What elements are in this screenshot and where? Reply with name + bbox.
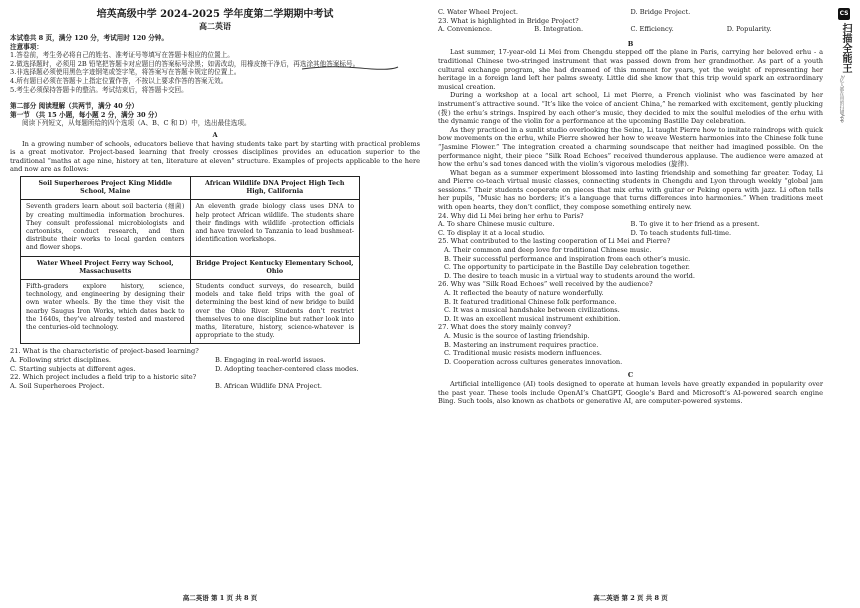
passage-b-paragraph: As they practiced in a sunlit studio overlooking the Seine, Li taught Pierre how to imitate raindrops with quick bow movements on the erhu, while Pierre showed her how to weave Western harmonies into the Chinese folk tune “Jasmine Flower.” The integration created a charming soundscape that neither had imagined possible. On the performance night, their piece “Silk Road Echoes” received thunderous applause. The audience were amazed at how the erhu’s sad tones danced with the violin’s vigorous melodies (旋律).: [438, 125, 823, 169]
option: D. To teach students full-time.: [630, 228, 732, 237]
option: C. It was a musical handshake between civilizations.: [444, 306, 620, 315]
option: B. Mastering an instrument requires practice.: [444, 340, 599, 349]
passage-b-paragraph: Last summer, 17-year-old Li Mei from Chengdu stepped off the plane in Paris, carrying her beloved erhu - a traditional Chinese two-stringed instrument that was passed down from her grandmother. As part of a youth cultural exchange program, she had dreamed of this moment for years, yet the weight of representing her heritage in a foreign land left her palms sweaty. Little did she know that this trip would spark an extraordinary musical creation.: [438, 48, 823, 91]
page-footer: 高二英语 第 1 页 共 8 页: [182, 594, 258, 602]
projects-table: [20, 176, 360, 344]
question-24: 24. Why did Li Mei bring her erhu to Paris?: [438, 211, 584, 220]
page-2: [438, 0, 858, 608]
page-footer: 高二英语 第 2 页 共 8 页: [593, 594, 668, 602]
table-cell-title: Water Wheel Project Ferry way School, Massachusetts: [21, 256, 191, 279]
option: D. Popularity.: [726, 25, 772, 34]
option: D. Adopting teacher-centered class modes.: [215, 364, 359, 373]
option: A. To share Chinese music culture.: [438, 220, 555, 229]
question-27: 27. What does the story mainly convey?: [438, 323, 571, 332]
table-cell-body: An eleventh grade biology class uses DNA to help protect African wildlife. The students share their findings with wildlife -protection officials and have traveled to Tanzania to lead bushmeat-identification workshops.: [190, 200, 360, 256]
option: C. Starting subjects at different ages.: [10, 364, 136, 373]
table-cell-body: Students conduct surveys, do research, build models and take field trips with the goal of determining the best kind of new bridge to build over the Ohio River. Students don’t restrict themselves to one discipline but rather look into maths, literature, history, science-whatever is appropriate to the study.: [190, 279, 360, 343]
watermark-tagline: 3亿人都在用的扫描App: [839, 75, 844, 123]
passage-a-label: A: [212, 130, 218, 139]
section-instruction: 阅读下列短文，从每题所给的四个选项（A、B、C 和 D）中，选出最佳选项。: [22, 119, 251, 128]
table-cell-title: Soil Superheroes Project King Middle School, Maine: [21, 176, 191, 199]
passage-b-paragraph: What began as a summer experiment blossomed into lasting friendship and something far greater. Today, Li and Pierre co-teach virtual music classes, connecting students in Chengdu and Lyon through weekly “global jam sessions.” Their students cooperate on pieces that mix erhu with guitar or Peking opera with jazz. Li often tells her pupils, “Music has no borders; it’s a language that turns differences into harmonies.” When traditions meet with open hearts, they don’t conflict, they compose something entirely new.: [438, 168, 823, 212]
option: D. Cooperation across cultures generates innovation.: [444, 357, 623, 366]
page-1: [10, 0, 430, 608]
option: B. To give it to her friend as a present.: [630, 220, 760, 229]
option: A. Soil Superheroes Project.: [10, 381, 105, 390]
option: A. Convenience.: [438, 25, 493, 34]
exam-title: 培英高级中学 2024-2025 学年度第二学期期中考试: [96, 9, 334, 20]
table-cell-body: Seventh graders learn about soil bacteria (细菌) by creating multimedia information brochures. They consult professional microbiologists and cartoonists, conduct research, and then distribute their works to local garden centers and flower shops.: [21, 200, 191, 256]
note-item: 2.做选择题时，必须用 2B 铅笔把答题卡对应题目的答案标号涂黑；如需改动，用橡皮擦干净后，再选涂其他答案标号。: [10, 59, 360, 68]
passage-b-label: B: [627, 39, 634, 48]
question-26: 26. Why was “Silk Road Echoes” well received by the audience?: [438, 280, 653, 289]
note-item: 3.非选择题必须使用黑色字迹钢笔或签字笔，将答案写在答题卡规定的位置上。: [10, 68, 241, 77]
option: A. It reflected the beauty of nature wonderfully.: [444, 289, 604, 297]
option: B. It featured traditional Chinese folk performance.: [444, 297, 617, 306]
option: D. The desire to teach music in a virtual way to students around the world.: [444, 271, 696, 280]
question-25: 25. What contributed to the lasting cooperation of Li Mei and Pierre?: [438, 237, 671, 246]
question-21: 21. What is the characteristic of project-based learning?: [10, 347, 199, 356]
section-heading: 第一节 （共 15 小题，每小题 2 分，满分 30 分）: [10, 110, 162, 119]
pen-mark: [300, 64, 400, 72]
scanner-watermark: [838, 8, 854, 123]
passage-c-label: C: [627, 371, 634, 380]
table-cell-title: African Wildlife DNA Project High Tech High, California: [190, 176, 360, 199]
option: B. Their successful performance and inspiration from each other’s music.: [444, 254, 691, 263]
option: C. Efficiency.: [630, 25, 674, 34]
q22-options-cont: [438, 8, 823, 17]
q24-options: [438, 229, 823, 238]
question-23: 23. What is highlighted in Bridge Project?: [438, 16, 579, 25]
option: A. Their common and deep love for traditional Chinese music.: [444, 246, 652, 255]
exam-subtitle: 高二英语: [199, 21, 231, 31]
table-cell-title: Bridge Project Kentucky Elementary School, Ohio: [190, 256, 360, 279]
exam-info: 本试卷共 8 页，满分 120 分，考试用时 120 分钟。: [10, 34, 168, 42]
table-cell-body: Fifth-graders explore history, science, technology, and engineering by designing their own water wheels. By the time they visit the nearby Saugus Iron Works, which dates back to the 1640s, they’ve already tested and mastered the centuries-old technology.: [21, 279, 191, 343]
note-item: 5.考生必须保持答题卡的整洁。考试结束后，将答题卡交回。: [10, 85, 188, 94]
passage-b-paragraph: During a workshop at a local art school, Li met Pierre, a French violinist who was fascinated by her instrument’s attractive sound. “It’s like the voice of ancient China,” he remarked with excitement, gently plucking (拨) the erhu’s strings. Inspired by each other’s music, they decided to mix the soulful melodies of the erhu with the dynamic range of the violin for a performance at the upcoming Bastille Day celebration.: [438, 91, 823, 126]
question-22: 22. Which project includes a field trip to a historic site?: [10, 373, 197, 382]
option: D. It was an excellent musical instrument exhibition.: [444, 314, 621, 323]
passage-c-paragraph: Artificial intelligence (AI) tools designed to operate at human levels have greatly expanded in popularity over the past year. These tools include OpenAI’s ChatGPT, Google’s Bard and Microsoft’s AI-powered search engine Bing. Such tools, also known as chatbots or generative AI, are computer-powered systems.: [438, 379, 823, 406]
watermark-brand: 扫描全能王: [840, 23, 851, 73]
option: B. Engaging in real-world issues.: [215, 355, 326, 364]
option: A. Following strict disciplines.: [10, 355, 111, 364]
q21-options: [10, 365, 420, 374]
option: C. Water Wheel Project.: [438, 8, 518, 16]
option: C. The opportunity to participate in the Bastille Day celebration together.: [444, 263, 690, 272]
part-heading: 第二部分 阅读理解（共两节，满分 40 分）: [10, 102, 139, 111]
note-item: 1.答卷前，考生务必将自己的姓名、准考证号等填写在答题卡相应的位置上。: [10, 51, 234, 60]
option: C. To display it at a local studio.: [438, 228, 545, 237]
option: B. African Wildlife DNA Project.: [215, 381, 322, 390]
q24-options: [438, 220, 823, 229]
option: B. Integration.: [534, 25, 584, 34]
q23-options: [438, 25, 823, 34]
notes-heading: 注意事项：: [10, 42, 43, 51]
q22-options: [10, 382, 420, 391]
camscanner-logo-icon: CS: [838, 8, 850, 20]
option: D. Bridge Project.: [630, 8, 691, 16]
note-item: 4.所有题目必须在答题卡上指定位置作答，不按以上要求作答的答案无效。: [10, 76, 228, 85]
passage-a-intro: In a growing number of schools, educators believe that having students take part by starting with practical problems is a great motivator. Project-based learning that freely crosses disciplines provides an education superior to the traditional “maths at age nine, history at ten, literature at eleven” structure. Examples of projects applicable to the here and now are as follows:: [10, 139, 420, 174]
q21-options: [10, 356, 420, 365]
option: A. Music is the source of lasting friendship.: [444, 331, 590, 340]
option: C. Traditional music resists modern influences.: [444, 349, 602, 358]
